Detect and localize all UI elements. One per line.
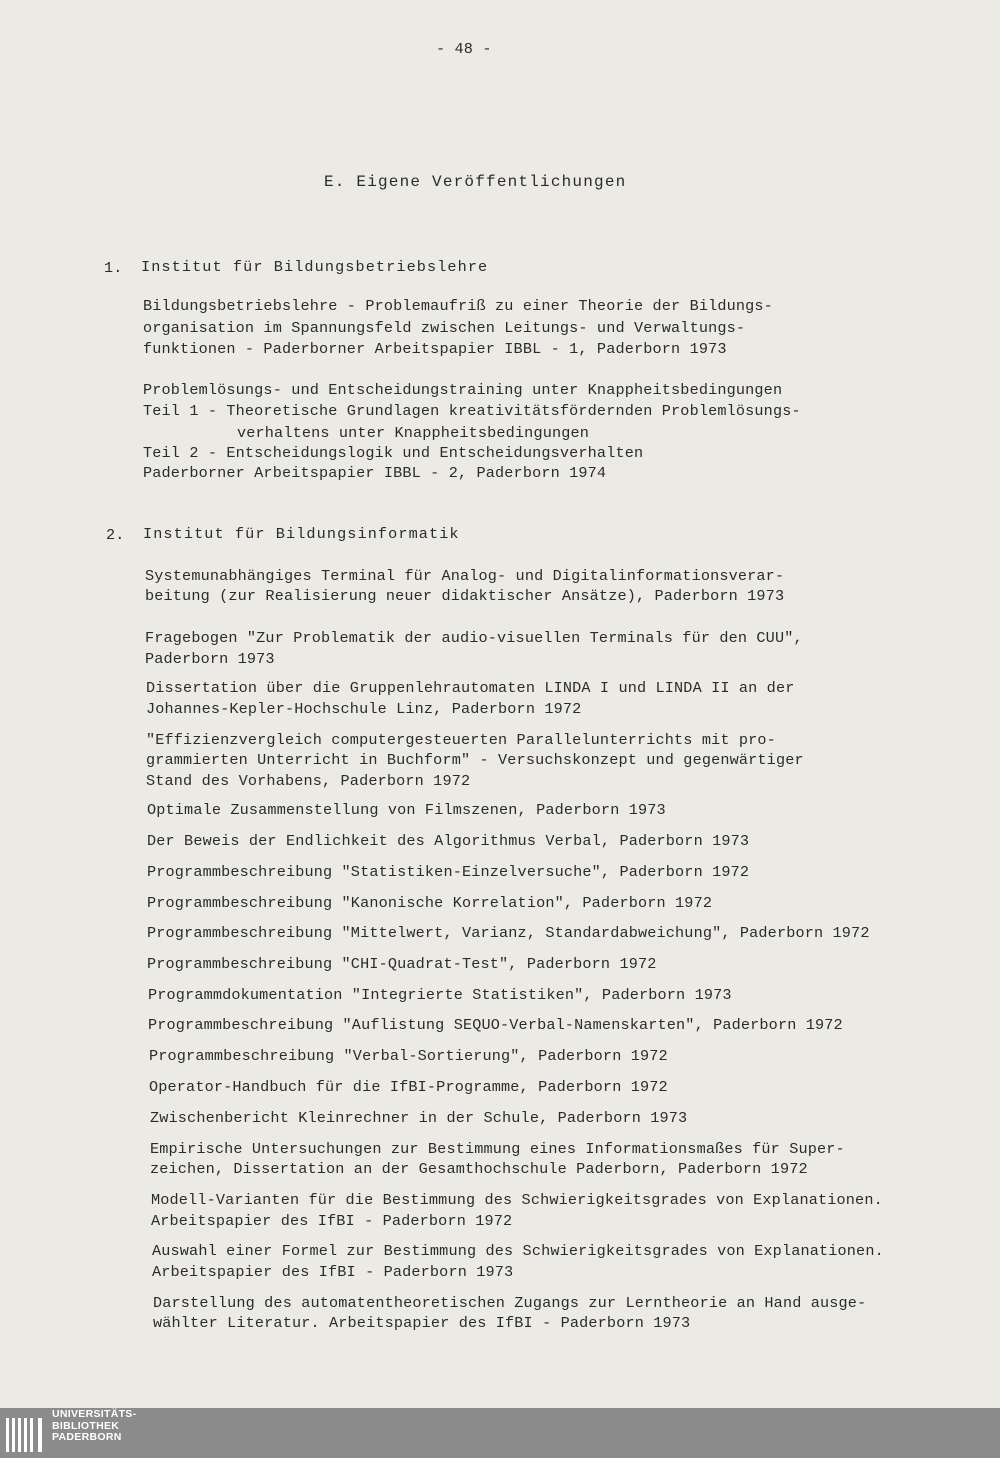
section-2-number: 2. bbox=[106, 526, 125, 544]
logo-line: BIBLIOTHEK bbox=[52, 1419, 120, 1432]
entry-line: Darstellung des automatentheoretischen Zugangs zur Lerntheorie an Hand ausge- bbox=[153, 1294, 867, 1312]
library-logo-text bbox=[52, 1409, 136, 1444]
entry-line: Teil 1 - Theoretische Grundlagen kreativitätsfördernden Problemlösungs- bbox=[143, 402, 801, 420]
entry-line: Modell-Varianten für die Bestimmung des Schwierigkeitsgrades von Explanationen. bbox=[151, 1191, 883, 1209]
entry-line: Paderborn 1973 bbox=[145, 650, 275, 668]
entry-line: wählter Literatur. Arbeitspapier des IfBI - Paderborn 1973 bbox=[153, 1314, 691, 1332]
entry-line: zeichen, Dissertation an der Gesamthochschule Paderborn, Paderborn 1972 bbox=[150, 1160, 808, 1178]
entry-line: Teil 2 - Entscheidungslogik und Entscheidungsverhalten bbox=[143, 444, 644, 462]
entry-line: Dissertation über die Gruppenlehrautomaten LINDA I und LINDA II an der bbox=[146, 679, 795, 697]
entry-line: organisation im Spannungsfeld zwischen Leitungs- und Verwaltungs- bbox=[143, 319, 746, 337]
entry-line: Zwischenbericht Kleinrechner in der Schule, Paderborn 1973 bbox=[150, 1109, 688, 1127]
page-number: - 48 - bbox=[436, 40, 492, 58]
entry-line: Fragebogen "Zur Problematik der audio-visuellen Terminals für den CUU", bbox=[145, 629, 803, 647]
entry-line: Operator-Handbuch für die IfBI-Programme, Paderborn 1972 bbox=[149, 1078, 668, 1096]
section-2-title: Institut für Bildungsinformatik bbox=[143, 525, 460, 543]
entry-line: grammierten Unterricht in Buchform" - Versuchskonzept und gegenwärtiger bbox=[146, 751, 804, 769]
entry-line: Programmbeschreibung "CHI-Quadrat-Test", Paderborn 1972 bbox=[147, 955, 657, 973]
section-1-title: Institut für Bildungsbetriebslehre bbox=[141, 258, 489, 276]
entry-line: Auswahl einer Formel zur Bestimmung des Schwierigkeitsgrades von Explanationen. bbox=[152, 1242, 884, 1260]
entry-line: Programmbeschreibung "Statistiken-Einzelversuche", Paderborn 1972 bbox=[147, 863, 750, 881]
section-1-number: 1. bbox=[104, 259, 123, 277]
entry-line: Empirische Untersuchungen zur Bestimmung eines Informationsmaßes für Super- bbox=[150, 1140, 845, 1158]
section-heading: E. Eigene Veröffentlichungen bbox=[324, 173, 627, 191]
entry-line: Bildungsbetriebslehre - Problemaufriß zu einer Theorie der Bildungs- bbox=[143, 297, 773, 315]
entry-line: Programmbeschreibung "Kanonische Korrelation", Paderborn 1972 bbox=[147, 894, 713, 912]
library-logo-icon bbox=[6, 1418, 44, 1452]
entry-line: "Effizienzvergleich computergesteuerten Parallelunterrichts mit pro- bbox=[146, 731, 776, 749]
entry-line: verhaltens unter Knappheitsbedingungen bbox=[237, 424, 590, 442]
entry-line: Der Beweis der Endlichkeit des Algorithmus Verbal, Paderborn 1973 bbox=[147, 832, 750, 850]
entry-line: beitung (zur Realisierung neuer didaktischer Ansätze), Paderborn 1973 bbox=[145, 587, 785, 605]
entry-line: Systemunabhängiges Terminal für Analog- und Digitalinformationsverar- bbox=[145, 567, 785, 585]
entry-line: Paderborner Arbeitspapier IBBL - 2, Paderborn 1974 bbox=[143, 464, 607, 482]
entry-line: Johannes-Kepler-Hochschule Linz, Paderborn 1972 bbox=[146, 700, 582, 718]
logo-line: PADERBORN bbox=[52, 1431, 122, 1443]
entry-line: funktionen - Paderborner Arbeitspapier IBBL - 1, Paderborn 1973 bbox=[143, 340, 727, 358]
entry-line: Optimale Zusammenstellung von Filmszenen, Paderborn 1973 bbox=[147, 801, 666, 819]
entry-line: Problemlösungs- und Entscheidungstraining unter Knappheitsbedingungen bbox=[143, 381, 783, 399]
entry-line: Arbeitspapier des IfBI - Paderborn 1972 bbox=[151, 1212, 513, 1230]
entry-line: Programmdokumentation "Integrierte Statistiken", Paderborn 1973 bbox=[148, 986, 732, 1004]
library-footer-bar bbox=[0, 1408, 1000, 1458]
entry-line: Arbeitspapier des IfBI - Paderborn 1973 bbox=[152, 1263, 514, 1281]
entry-line: Programmbeschreibung "Mittelwert, Varianz, Standardabweichung", Paderborn 1972 bbox=[147, 924, 870, 942]
entry-line: Programmbeschreibung "Auflistung SEQUO-Verbal-Namenskarten", Paderborn 1972 bbox=[148, 1016, 843, 1034]
logo-line: UNIVERSITÄTS- bbox=[52, 1408, 137, 1420]
entry-line: Programmbeschreibung "Verbal-Sortierung", Paderborn 1972 bbox=[149, 1047, 668, 1065]
entry-line: Stand des Vorhabens, Paderborn 1972 bbox=[146, 772, 471, 790]
